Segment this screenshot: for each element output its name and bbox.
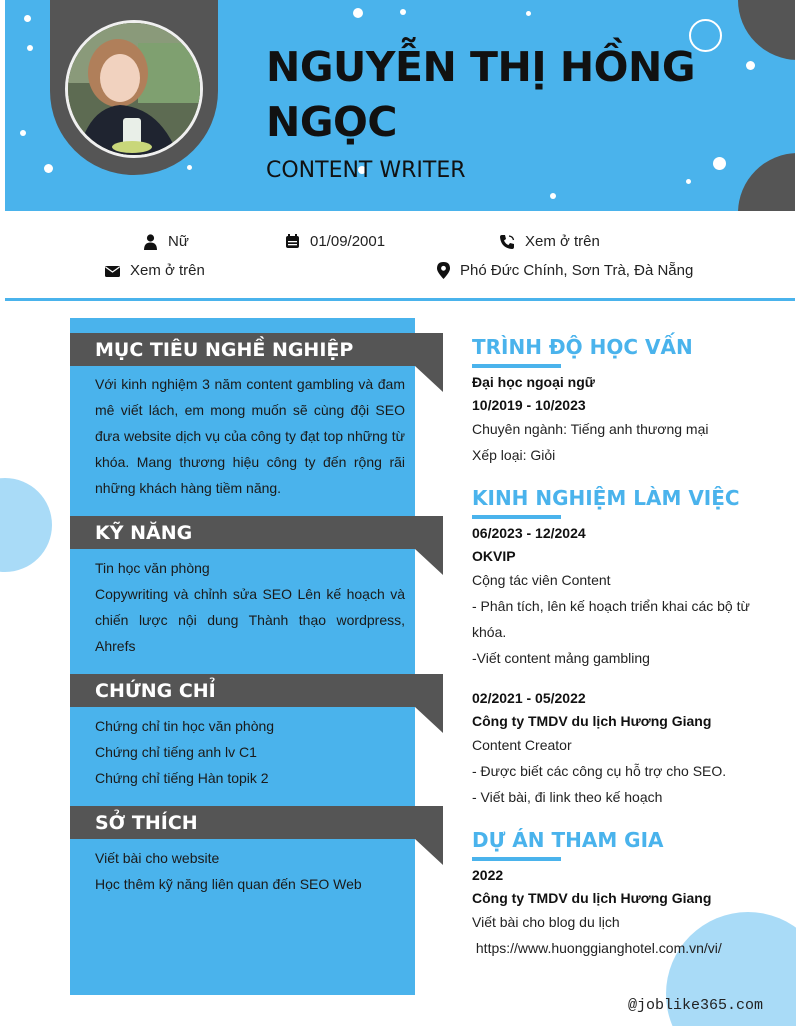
email-value: Xem ở trên bbox=[130, 262, 205, 279]
hobby-item: Học thêm kỹ năng liên quan đến SEO Web bbox=[95, 876, 362, 892]
header-corner-bottom-right bbox=[738, 153, 795, 211]
address-value: Phó Đức Chính, Sơn Trà, Đà Nẵng bbox=[460, 262, 694, 279]
contact-gender bbox=[143, 233, 189, 250]
person-icon bbox=[143, 234, 158, 250]
birthday-value: 01/09/2001 bbox=[310, 233, 386, 250]
header-dot bbox=[24, 15, 31, 22]
hobbies-list bbox=[95, 845, 405, 897]
header-dot bbox=[713, 157, 726, 170]
section-fold bbox=[415, 549, 443, 575]
section-certificates-title: CHỨNG CHỈ bbox=[70, 674, 443, 707]
education-major: Chuyên ngành: Tiếng anh thương mại bbox=[472, 421, 709, 437]
section-objective-title: MỤC TIÊU NGHỀ NGHIỆP bbox=[70, 333, 443, 366]
project-year: 2022 bbox=[472, 867, 504, 883]
header-dot bbox=[27, 45, 33, 51]
job-company: OKVIP bbox=[472, 548, 516, 564]
section-skills-title: KỸ NĂNG bbox=[70, 516, 443, 549]
phone-value: Xem ở trên bbox=[525, 233, 600, 250]
header-dot bbox=[526, 11, 531, 16]
education-body bbox=[472, 370, 762, 468]
certificates-list bbox=[95, 713, 405, 791]
certificate-item: Chứng chỉ tiếng Hàn topik 2 bbox=[95, 770, 269, 786]
job-period: 02/2021 - 05/2022 bbox=[472, 690, 586, 706]
header-dot bbox=[353, 8, 363, 18]
experience-job bbox=[472, 521, 762, 671]
job-company: Công ty TMDV du lịch Hương Giang bbox=[472, 713, 712, 729]
job-role: Content Creator bbox=[472, 737, 572, 753]
education-school: Đại học ngoại ngữ bbox=[472, 374, 595, 390]
hobby-item: Viết bài cho website bbox=[95, 850, 220, 866]
cv-header bbox=[5, 0, 795, 211]
section-fold bbox=[415, 366, 443, 392]
header-dot bbox=[550, 193, 556, 199]
certificate-item: Chứng chỉ tiếng anh lv C1 bbox=[95, 744, 257, 760]
header-dot bbox=[187, 165, 192, 170]
education-grade: Xếp loại: Giỏi bbox=[472, 447, 556, 463]
map-pin-icon bbox=[437, 262, 450, 279]
header-dot bbox=[400, 9, 406, 15]
certificate-item: Chứng chỉ tin học văn phòng bbox=[95, 718, 275, 734]
project-body bbox=[472, 863, 762, 961]
contact-birthday bbox=[285, 233, 385, 250]
section-education-title: TRÌNH ĐỘ HỌC VẤN bbox=[472, 335, 693, 359]
contact-email bbox=[105, 262, 205, 279]
skill-line: Copywriting và chỉnh sửa SEO Lên kế hoạch và chiến lược nội dung Thành thạo wordpress, Ahrefs bbox=[95, 586, 405, 654]
education-period: 10/2019 - 10/2023 bbox=[472, 397, 586, 413]
contact-address bbox=[437, 262, 693, 279]
section-fold bbox=[415, 839, 443, 865]
project-company: Công ty TMDV du lịch Hương Giang bbox=[472, 890, 712, 906]
contact-divider bbox=[5, 298, 795, 301]
header-dot bbox=[44, 164, 53, 173]
header-corner-top-right bbox=[738, 0, 795, 60]
contact-phone bbox=[499, 233, 600, 250]
job-detail: - Được biết các công cụ hỗ trợ cho SEO. bbox=[472, 763, 727, 779]
experience-job bbox=[472, 686, 762, 810]
header-dot bbox=[746, 61, 755, 70]
job-detail: -Viết content mảng gambling bbox=[472, 650, 650, 666]
profile-photo bbox=[65, 20, 203, 158]
header-dot bbox=[20, 130, 26, 136]
deco-bubble-left bbox=[0, 478, 52, 572]
objective-text: Với kinh nghiệm 3 năm content gambling và đam mê viết lách, em mong muốn sẽ cùng đội SEO đưa website dịch vụ của công ty đạt top những từ khóa. Mang thương hiệu công ty đến rộng rãi những khách hàng tiềm năng. bbox=[95, 376, 405, 496]
job-title: CONTENT WRITER bbox=[266, 158, 466, 183]
project-desc: Viết bài cho blog du lịch bbox=[472, 914, 620, 930]
section-fold bbox=[415, 707, 443, 733]
envelope-icon bbox=[105, 265, 120, 277]
phone-icon bbox=[499, 234, 515, 250]
job-role: Cộng tác viên Content bbox=[472, 572, 611, 588]
skills-body bbox=[95, 555, 405, 659]
section-underline bbox=[472, 515, 561, 519]
watermark: @joblike365.com bbox=[628, 997, 764, 1014]
calendar-icon bbox=[285, 234, 300, 249]
project-link[interactable]: https://www.huonggianghotel.com.vn/vi/ bbox=[472, 940, 722, 956]
job-period: 06/2023 - 12/2024 bbox=[472, 525, 586, 541]
gender-value: Nữ bbox=[168, 233, 189, 250]
section-underline bbox=[472, 857, 561, 861]
job-detail: - Phân tích, lên kế hoạch triển khai các bộ từ khóa. bbox=[472, 598, 750, 640]
section-underline bbox=[472, 364, 561, 368]
section-experience-title: KINH NGHIỆM LÀM VIỆC bbox=[472, 486, 740, 510]
candidate-name: NGUYỄN THỊ HỒNG NGỌC bbox=[266, 43, 695, 146]
section-hobbies-title: SỞ THÍCH bbox=[70, 806, 443, 839]
job-detail: - Viết bài, đi link theo kế hoạch bbox=[472, 789, 663, 805]
header-dot bbox=[686, 179, 691, 184]
section-projects-title: DỰ ÁN THAM GIA bbox=[472, 828, 664, 852]
skill-line: Tin học văn phòng bbox=[95, 560, 210, 576]
